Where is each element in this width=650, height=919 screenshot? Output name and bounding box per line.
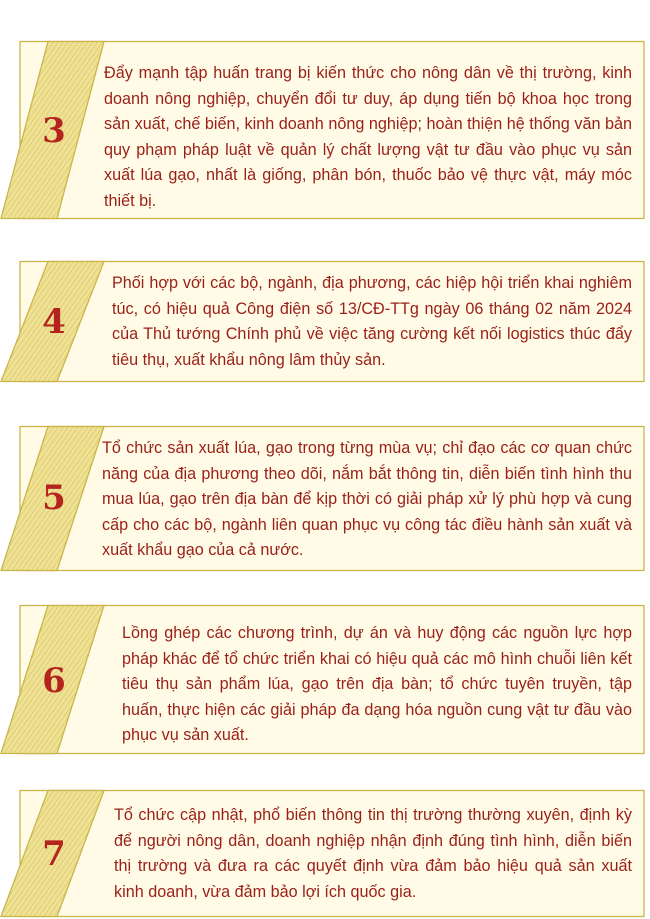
list-item	[0, 41, 650, 219]
list-item	[0, 605, 650, 754]
list-item	[0, 790, 650, 917]
item-text: Phối hợp với các bộ, ngành, địa phương, các hiệp hội triển khai nghiêm túc, có hiệu quả Công điện số 13/CĐ-TTg ngày 06 tháng 02 năm 2024 của Thủ tướng Chính phủ về việc tăng cường kết nối logistics thúc đẩy tiêu thụ, xuất khẩu nông lâm thủy sản.	[112, 274, 632, 369]
item-text: Lồng ghép các chương trình, dự án và huy động các nguồn lực hợp pháp khác để tổ chức triển khai có hiệu quả các mô hình chuỗi liên kết tiêu thụ sản phẩm lúa, gạo trên địa bàn; tổ chức tuyên truyền, tập huấn, thực hiện các giải pháp đa dạng hóa nguồn cung vật tư đầu vào phục vụ sản xuất.	[122, 624, 632, 744]
list-item	[0, 426, 650, 571]
item-number: 4	[42, 302, 66, 342]
item-text: Tổ chức sản xuất lúa, gạo trong từng mùa vụ; chỉ đạo các cơ quan chức năng của địa phương theo dõi, nắm bắt thông tin, diễn biến tình hình thu mua lúa, gạo trên địa bàn để kịp thời có giải pháp xử lý phù hợp và cung cấp cho các bộ, ngành liên quan phục vụ công tác điều hành sản xuất và xuất khẩu gạo của cả nước.	[102, 439, 632, 559]
item-number: 3	[42, 111, 66, 151]
item-number: 7	[42, 834, 66, 874]
item-number: 5	[42, 478, 66, 518]
item-text: Tổ chức cập nhật, phổ biến thông tin thị trường thường xuyên, định kỳ để người nông dân, doanh nghiệp nhận định đúng tình hình, diễn biến thị trường và đưa ra các quyết định vừa đảm bảo hiệu quả sản xuất kinh doanh, vừa đảm bảo lợi ích quốc gia.	[114, 806, 632, 901]
item-text: Đẩy mạnh tập huấn trang bị kiến thức cho nông dân về thị trường, kinh doanh nông nghiệp, chuyển đổi tư duy, áp dụng tiến bộ khoa học trong sản xuất, chế biến, kinh doanh nông nghiệp; hoàn thiện hệ thống văn bản quy phạm pháp luật về quản lý chất lượng vật tư đầu vào phục vụ sản xuất lúa gạo, nhất là giống, phân bón, thuốc bảo vệ thực vật, máy móc thiết bị.	[104, 64, 632, 210]
item-number: 6	[42, 661, 66, 701]
list-item	[0, 261, 650, 382]
